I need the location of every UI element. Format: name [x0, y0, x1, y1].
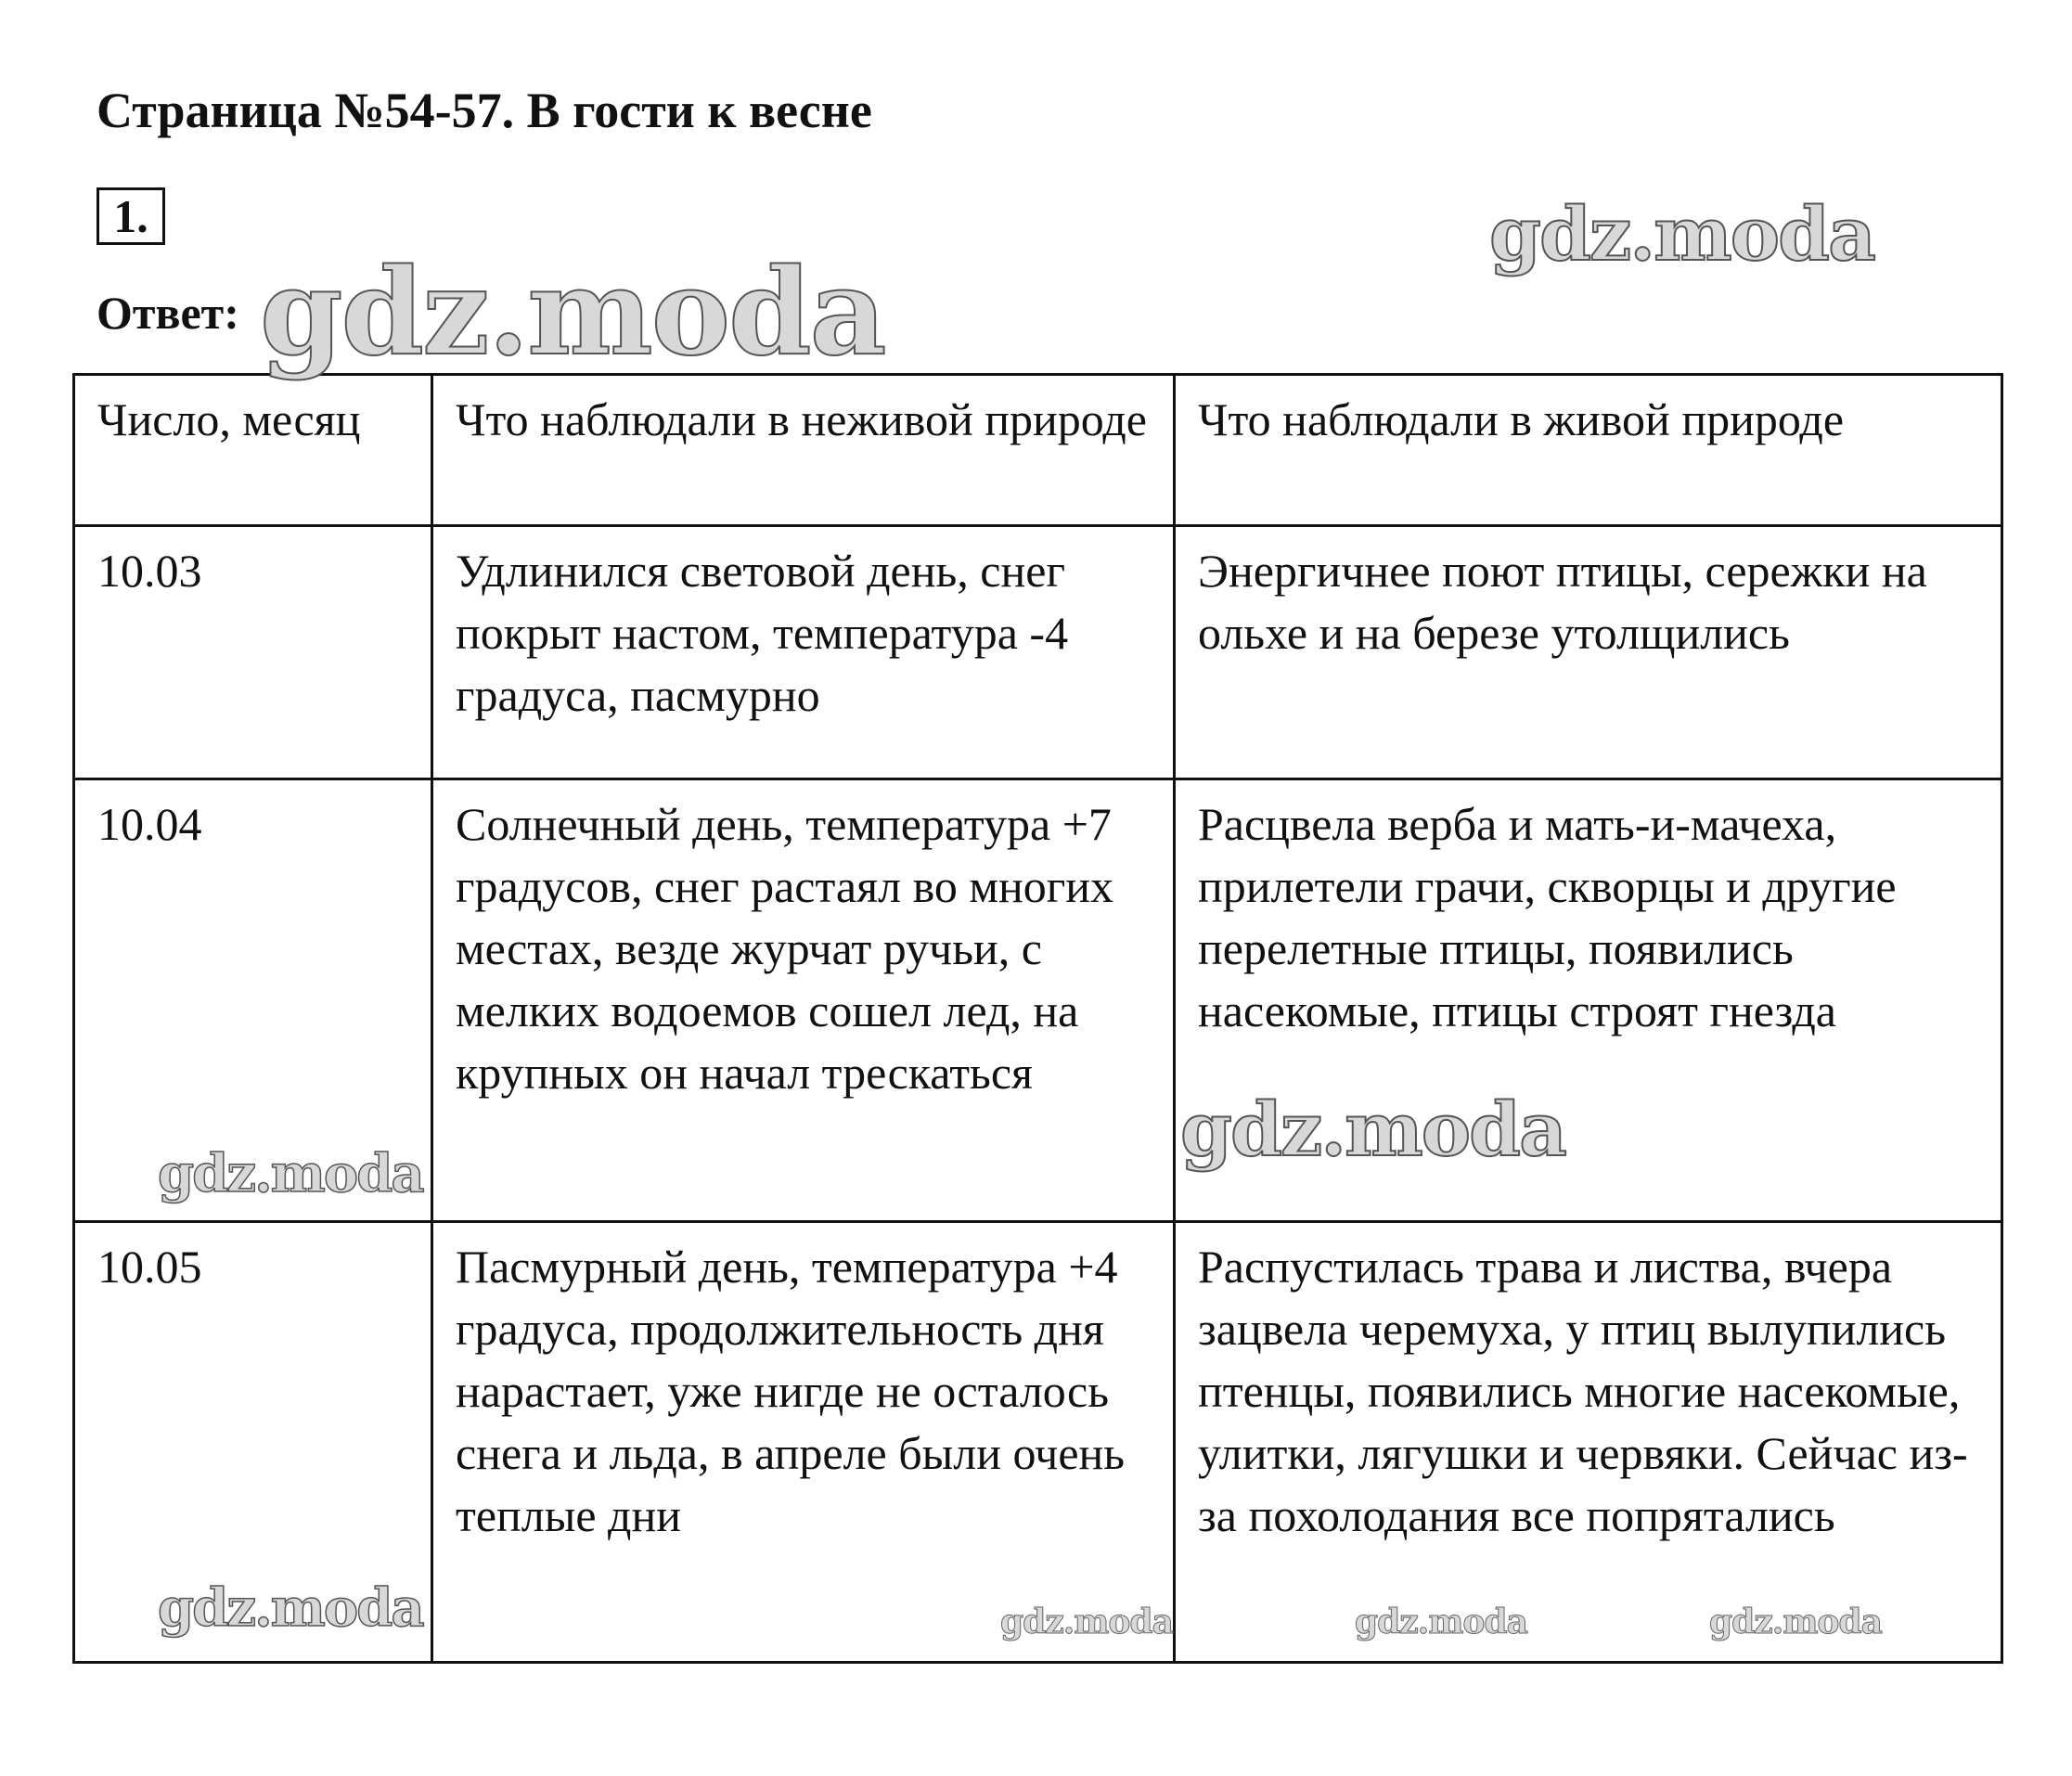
watermark: gdz.moda [158, 1577, 423, 1639]
watermark: gdz.moda [1000, 1602, 1173, 1641]
page-title: Страница №54-57. В гости к весне [97, 83, 872, 138]
cell-nonliving: Пасмурный день, температура +4 градуса, продолжительность дня нарастает, уже нигде не осталось снега и льда, в апреле были очень теплые дни [432, 1222, 1175, 1663]
cell-living: Энергичнее поют птицы, сережки на ольхе и на березе утолщились [1175, 526, 2002, 779]
task-number: 1. [97, 187, 165, 245]
cell-nonliving: Удлинился световой день, снег покрыт настом, температура -4 градуса, пасмурно [432, 526, 1175, 779]
cell-living: Расцвела верба и мать-и-мачеха, прилетели грачи, скворцы и другие перелетные птицы, появились насекомые, птицы строят гнезда [1175, 779, 2002, 1222]
header-nonliving: Что наблюдали в неживой природе [432, 375, 1175, 526]
watermark: gdz.moda [260, 243, 885, 382]
cell-nonliving: Солнечный день, температура +7 градусов, снег растаял во многих местах, везде журчат ручьи, с мелких водоемов сошел лед, на крупных он начал трескаться [432, 779, 1175, 1222]
cell-date: 10.05 [74, 1222, 432, 1663]
watermark: gdz.moda [1709, 1602, 1882, 1641]
cell-date: 10.03 [74, 526, 432, 779]
answer-label: Ответ: [97, 287, 239, 339]
watermark: gdz.moda [158, 1143, 423, 1204]
table-row [74, 526, 2002, 779]
header-date: Число, месяц [74, 375, 432, 526]
table-header-row [74, 375, 2002, 526]
header-living: Что наблюдали в живой природе [1175, 375, 2002, 526]
watermark: gdz.moda [1180, 1086, 1565, 1173]
watermark: gdz.moda [1355, 1602, 1527, 1641]
cell-living: Распустилась трава и листва, вчера зацвела черемуха, у птиц вылупились птенцы, появились многие насекомые, улитки, лягушки и червяки. Сейчас из-за похолодания все попрятались [1175, 1222, 2002, 1663]
watermark: gdz.moda [1489, 190, 1874, 277]
observation-table [72, 373, 2003, 1664]
cell-date: 10.04 [74, 779, 432, 1222]
